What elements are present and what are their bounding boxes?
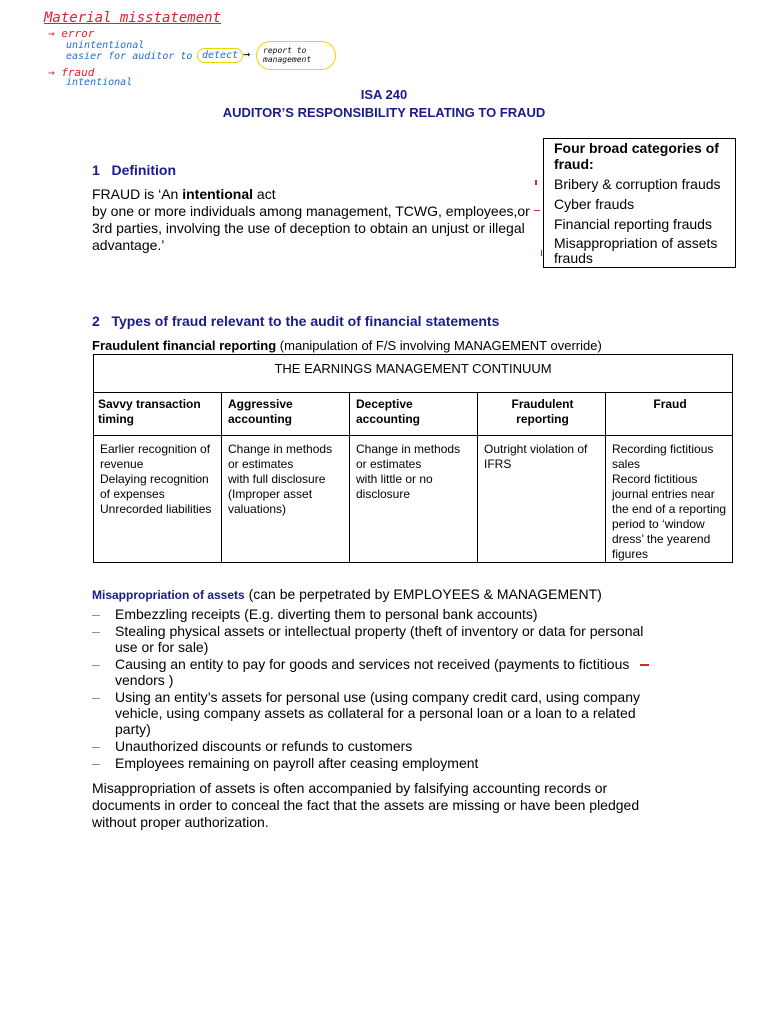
annotation-fraud: → fraud	[48, 66, 95, 79]
cell-line: Change in methods or estimates	[356, 442, 461, 471]
misappropriation-heading-rest: (can be perpetrated by EMPLOYEES & MANAGEMENT)	[244, 586, 602, 602]
cell-line: Earlier recognition of revenue	[100, 442, 211, 471]
table-cell	[350, 436, 478, 563]
annotation-easier: easier for auditor to	[66, 51, 193, 62]
fraud-category: Misappropriation of assets frauds	[554, 235, 718, 266]
isa-number: ISA 240	[360, 87, 408, 102]
annotation-title: Material misstatement	[44, 10, 222, 26]
ffr-line	[92, 337, 602, 354]
misappropriation-list	[92, 606, 662, 772]
list-item-text: Employees remaining on payroll after ceasing employment	[115, 755, 479, 771]
table-header: Deceptive accounting	[350, 393, 478, 436]
list-item	[92, 606, 662, 622]
annotation-mark	[640, 664, 649, 666]
annotation-mark	[535, 180, 537, 185]
list-item	[92, 689, 662, 737]
misappropriation-heading-line	[92, 586, 602, 604]
bullet-dash: –	[92, 755, 100, 771]
section-2-heading: 2 Types of fraud relevant to the audit of financial statements	[92, 313, 500, 329]
definition-line-1	[92, 186, 542, 203]
ffr-rest: (manipulation of F/S involving MANAGEMENT override)	[276, 338, 602, 353]
definition-suffix: act	[253, 186, 276, 202]
bullet-dash: –	[92, 623, 100, 639]
table-header: Fraudulent reporting	[478, 393, 606, 436]
definition-line-4: advantage.’	[92, 237, 165, 253]
page-title: AUDITOR’S RESPONSIBILITY RELATING TO FRAUD	[222, 105, 546, 120]
fraud-category: Bribery & corruption frauds	[554, 176, 721, 192]
annotation-report: report to management	[256, 41, 336, 70]
annotation-intentional: intentional	[66, 77, 133, 88]
bullet-dash: –	[92, 738, 100, 754]
cell-line: Unrecorded liabilities	[100, 502, 212, 516]
annotation-error: → error	[48, 27, 95, 40]
fraud-category: Financial reporting frauds	[554, 216, 712, 232]
annotation-mark	[534, 210, 540, 211]
fraud-definition	[92, 186, 542, 254]
earnings-continuum-table	[93, 354, 733, 563]
table-header: Savvy transaction timing	[94, 393, 222, 436]
list-item-text: Using an entity’s assets for personal use (using company credit card, using company vehicle, using company assets as collateral for a personal loan or a loan to a related party)	[115, 689, 641, 737]
table-cell	[606, 436, 733, 563]
annotation-mark	[541, 250, 542, 256]
misappropriation-heading: Misappropriation of assets	[92, 588, 245, 602]
cell-line: Recording fictitious sales	[612, 442, 714, 471]
definition-bold: intentional	[182, 186, 254, 202]
cell-line: Change in methods or estimates	[228, 442, 333, 471]
cell-line: (Improper asset valuations)	[228, 487, 313, 516]
table-header: Fraud	[606, 393, 733, 436]
bullet-dash: –	[92, 656, 100, 672]
table-header: Aggressive accounting	[222, 393, 350, 436]
cell-line: Outright violation of IFRS	[484, 442, 588, 471]
table-cell	[478, 436, 606, 563]
list-item	[92, 656, 662, 688]
table-cell	[94, 436, 222, 563]
list-item-text: Stealing physical assets or intellectual property (theft of inventory or data for personal use or for sale)	[115, 623, 644, 655]
list-item-text: Embezzling receipts (E.g. diverting them to personal bank accounts)	[115, 606, 538, 622]
table-cell	[222, 436, 350, 563]
bullet-dash: –	[92, 606, 100, 622]
ffr-bold: Fraudulent financial reporting	[92, 338, 277, 353]
definition-prefix: FRAUD is ‘An	[92, 186, 183, 202]
list-item	[92, 623, 662, 655]
fraud-categories-heading: Four broad categories of fraud:	[554, 140, 719, 172]
list-item	[92, 755, 662, 771]
fraud-category: Cyber frauds	[554, 196, 635, 212]
table-caption: THE EARNINGS MANAGEMENT CONTINUUM	[94, 355, 733, 393]
bullet-dash: –	[92, 689, 100, 705]
annotation-detect: detect	[197, 48, 243, 63]
list-item-text: Causing an entity to pay for goods and services not received (payments to fictitious vendors )	[115, 656, 630, 688]
section-1-heading: 1 Definition	[92, 162, 176, 178]
misappropriation-closing: Misappropriation of assets is often accompanied by falsifying accounting records or documents in order to conceal the fact that the assets are missing or have been pledged without proper authorization.	[92, 780, 640, 830]
list-item	[92, 738, 662, 754]
definition-line-2: by one or more individuals among management, TCWG, employees,or	[92, 203, 530, 219]
annotation-arrow: →	[243, 47, 251, 61]
fraud-categories-box	[543, 138, 736, 268]
cell-line: with full disclosure	[228, 472, 326, 486]
list-item-text: Unauthorized discounts or refunds to customers	[115, 738, 413, 754]
cell-line: Record fictitious journal entries near the end of a reporting period to ‘window dress’ the yearend figures	[612, 472, 727, 561]
cell-line: Delaying recognition of expenses	[100, 472, 209, 501]
cell-line: with little or no disclosure	[356, 472, 433, 501]
definition-line-3: 3rd parties, involving the use of deception to obtain an unjust or illegal	[92, 220, 525, 236]
annotation-unintentional: unintentional	[66, 40, 145, 51]
